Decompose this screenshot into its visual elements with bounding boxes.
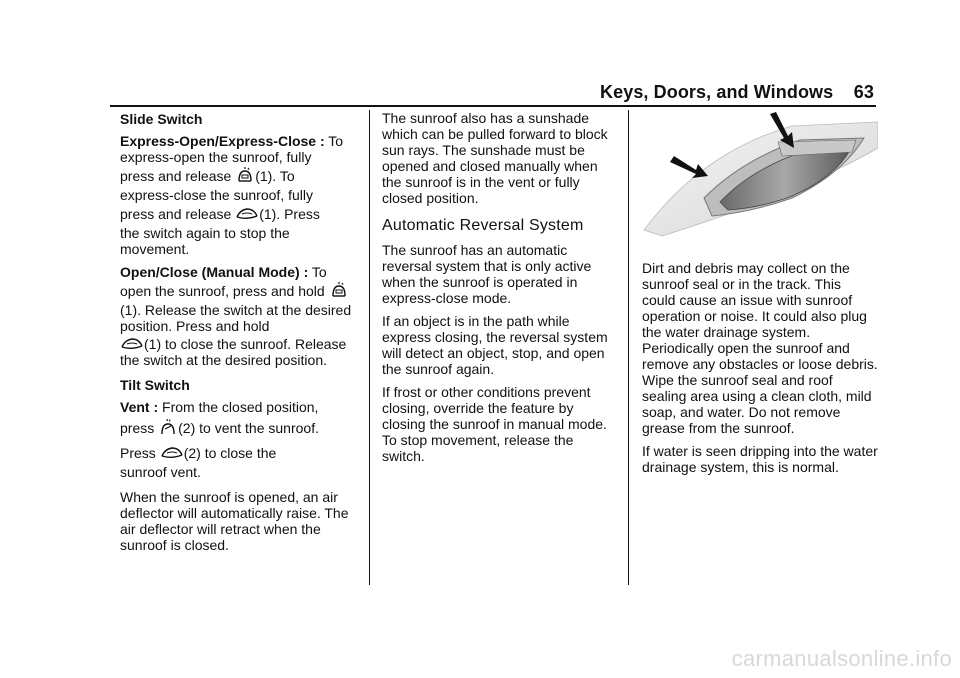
express-paragraph bbox=[120, 133, 362, 257]
manual-paragraph bbox=[120, 264, 362, 368]
vent-paragraph bbox=[120, 399, 362, 480]
reversal-heading: Automatic Reversal System bbox=[382, 217, 584, 234]
express-text: express-close the sunroof, fully bbox=[120, 187, 313, 203]
sunroof-open-icon bbox=[236, 166, 254, 184]
express-line bbox=[120, 203, 362, 225]
vent-text: (2) to close the bbox=[183, 445, 277, 461]
manual-text: (1). Release the switch at the desired position. Press and hold bbox=[120, 302, 352, 334]
sunroof-close-icon bbox=[236, 204, 258, 222]
vent-text: (2) to vent the sunroof. bbox=[178, 420, 319, 436]
page-header bbox=[600, 82, 874, 103]
watermark: carmanualsonline.info bbox=[731, 646, 952, 671]
section-title: Keys, Doors, and Windows bbox=[600, 82, 834, 102]
reversal-paragraph-2: If an object is in the path while express closing, the reversal system will detect an object, stop, and open the sunroof again. bbox=[382, 313, 608, 377]
reversal-paragraph-1: The sunroof has an automatic reversal system that is only active when the sunroof is operated in express-close mode. bbox=[382, 242, 592, 306]
column-1 bbox=[120, 110, 362, 560]
vent-term: Vent : bbox=[120, 399, 159, 415]
vent-text: From the closed position, bbox=[158, 399, 319, 415]
page-number: 63 bbox=[853, 82, 874, 102]
vent-text: Press bbox=[120, 445, 156, 461]
sunroof-close-icon bbox=[121, 334, 143, 352]
express-text: press and release bbox=[120, 168, 232, 184]
sunroof-seal-illustration bbox=[642, 112, 878, 238]
vent-text: sunroof vent. bbox=[120, 464, 201, 480]
deflector-paragraph: When the sunroof is opened, an air deflector will automatically raise. The air deflector will retract when the sunroof is closed. bbox=[120, 489, 349, 553]
debris-paragraph: Dirt and debris may collect on the sunroof seal or in the track. This could cause an issue with sunroof operation or noise. It could also plug the water drainage system. Periodically open the sunroof and remove any obstacles or loose debris. Wipe the sunroof seal and roof sealing area using a clean cloth, mild soap, and water. Do not remove grease from the sunroof. bbox=[642, 260, 878, 436]
slide-switch-heading: Slide Switch bbox=[120, 111, 203, 127]
express-text: To bbox=[324, 133, 344, 149]
express-text: press and release bbox=[120, 206, 232, 222]
column-2 bbox=[382, 110, 618, 471]
express-text: the switch again to stop the movement. bbox=[120, 225, 290, 257]
sunshade-paragraph: The sunroof also has a sunshade which can be pulled forward to block sun rays. The sunshade must be opened and closed manually when the sunroof is in the vent or fully closed position. bbox=[382, 110, 608, 206]
express-term: Express-Open/Express-Close : bbox=[120, 133, 325, 149]
express-text: (1). To bbox=[255, 168, 295, 184]
express-text: express-open the sunroof, fully bbox=[120, 149, 312, 165]
sunroof-vent-icon bbox=[159, 418, 177, 436]
column-divider-1 bbox=[369, 110, 370, 585]
vent-line bbox=[120, 417, 362, 439]
tilt-switch-heading: Tilt Switch bbox=[120, 377, 190, 393]
manual-term: Open/Close (Manual Mode) : bbox=[120, 264, 309, 280]
reversal-paragraph-3: If frost or other conditions prevent closing, override the feature by closing the sunroof in manual mode. To stop movement, release the switch. bbox=[382, 384, 607, 464]
vent-line bbox=[120, 442, 362, 464]
vent-text: press bbox=[120, 420, 155, 436]
manual-text: (1) to close the sunroof. Release the switch at the desired position. bbox=[120, 336, 347, 368]
sunroof-open-icon bbox=[330, 281, 348, 299]
express-text: (1). Press bbox=[259, 206, 320, 222]
water-paragraph: If water is seen dripping into the water drainage system, this is normal. bbox=[642, 443, 878, 475]
manual-text: To bbox=[308, 264, 327, 280]
manual-text: open the sunroof, press and hold bbox=[120, 283, 325, 299]
column-divider-2 bbox=[628, 110, 629, 585]
column-3 bbox=[642, 110, 878, 482]
sunroof-close-icon bbox=[161, 443, 183, 461]
express-line bbox=[120, 165, 362, 187]
header-rule bbox=[110, 105, 876, 107]
manual-line bbox=[120, 280, 362, 302]
